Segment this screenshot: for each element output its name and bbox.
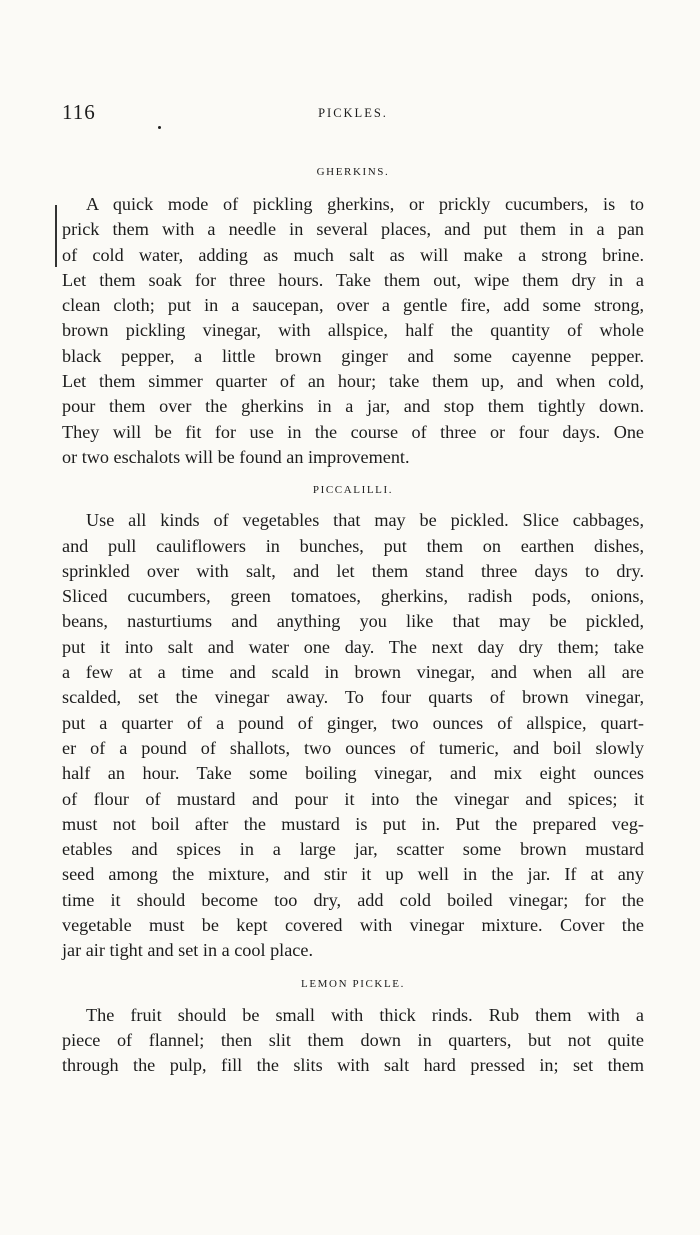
text-line: vegetable must be kept covered with vinegar mixture. Cover the — [62, 915, 644, 936]
text-line: They will be fit for use in the course of three or four days. One — [62, 421, 644, 442]
page-number: 116 — [62, 100, 96, 124]
text-line: pour them over the gherkins in a jar, and stop them tightly down. — [62, 396, 644, 417]
text-line: scalded, set the vinegar away. To four quarts of brown vinegar, — [62, 687, 644, 708]
text-line: black pepper, a little brown ginger and some cayenne pepper. — [62, 345, 644, 366]
text-line: prick them with a needle in several places, and put them in a pan — [62, 219, 644, 240]
section-title-gherkins: GHERKINS. — [316, 166, 390, 178]
section-body-piccalilli — [62, 508, 644, 963]
text-line: seed among the mixture, and stir it up well in the jar. If at any — [62, 864, 644, 885]
text-line: Sliced cucumbers, green tomatoes, gherkins, radish pods, onions, — [62, 586, 644, 607]
section-body-gherkins — [62, 192, 644, 470]
text-line: A quick mode of pickling gherkins, or prickly cucumbers, is to — [86, 194, 644, 214]
text-line: sprinkled over with salt, and let them stand three days to dry. — [62, 560, 644, 581]
text-line: put it into salt and water one day. The next day dry them; take — [62, 636, 644, 657]
text-line: piece of flannel; then slit them down in quarters, but not quite — [62, 1029, 644, 1050]
text-line: er of a pound of shallots, two ounces of tumeric, and boil slowly — [62, 737, 644, 758]
running-head — [62, 100, 644, 134]
text-line: must not boil after the mustard is put in. Put the prepared veg- — [62, 813, 644, 834]
text-line: etables and spices in a large jar, scatter some brown mustard — [62, 839, 644, 860]
text-line: The fruit should be small with thick rinds. Rub them with a — [86, 1004, 644, 1025]
text-line: beans, nasturtiums and anything you like that may be pickled, — [62, 611, 644, 632]
section-title-lemon-pickle: LEMON PICKLE. — [301, 977, 405, 990]
margin-mark — [55, 205, 57, 267]
text-line: of flour of mustard and pour it into the vinegar and spices; it — [62, 788, 644, 809]
running-title: PICKLES. — [318, 106, 388, 120]
text-line: of cold water, adding as much salt as will make a strong brine. — [62, 244, 644, 265]
text-line: Use all kinds of vegetables that may be pickled. Slice cabbages, — [86, 510, 644, 531]
text-line: jar air tight and set in a cool place. — [62, 940, 313, 961]
section-title-piccalilli: PICCALILLI. — [312, 484, 394, 497]
text-line: half an hour. Take some boiling vinegar, and mix eight ounces — [62, 763, 644, 784]
text-line: put a quarter of a pound of ginger, two ounces of allspice, quart- — [62, 712, 644, 733]
text-line: Let them simmer quarter of an hour; take them up, and when cold, — [62, 371, 644, 392]
ink-speck — [158, 126, 161, 129]
text-line: and pull cauliflowers in bunches, put them on earthen dishes, — [62, 535, 644, 556]
text-line: a few at a time and scald in brown vinegar, and when all are — [62, 662, 644, 683]
text-line: through the pulp, fill the slits with salt hard pressed in; set them — [62, 1055, 644, 1076]
text-line: clean cloth; put in a saucepan, over a gentle fire, add some strong, — [62, 295, 644, 316]
text-line: time it should become too dry, add cold boiled vinegar; for the — [62, 889, 644, 910]
book-page — [62, 100, 644, 1079]
text-line: Let them soak for three hours. Take them out, wipe them dry in a — [62, 269, 644, 290]
text-line: or two eschalots will be found an improvement. — [62, 446, 410, 467]
section-body-lemon-pickle — [62, 1003, 644, 1079]
text-line: brown pickling vinegar, with allspice, half the quantity of whole — [62, 320, 644, 341]
